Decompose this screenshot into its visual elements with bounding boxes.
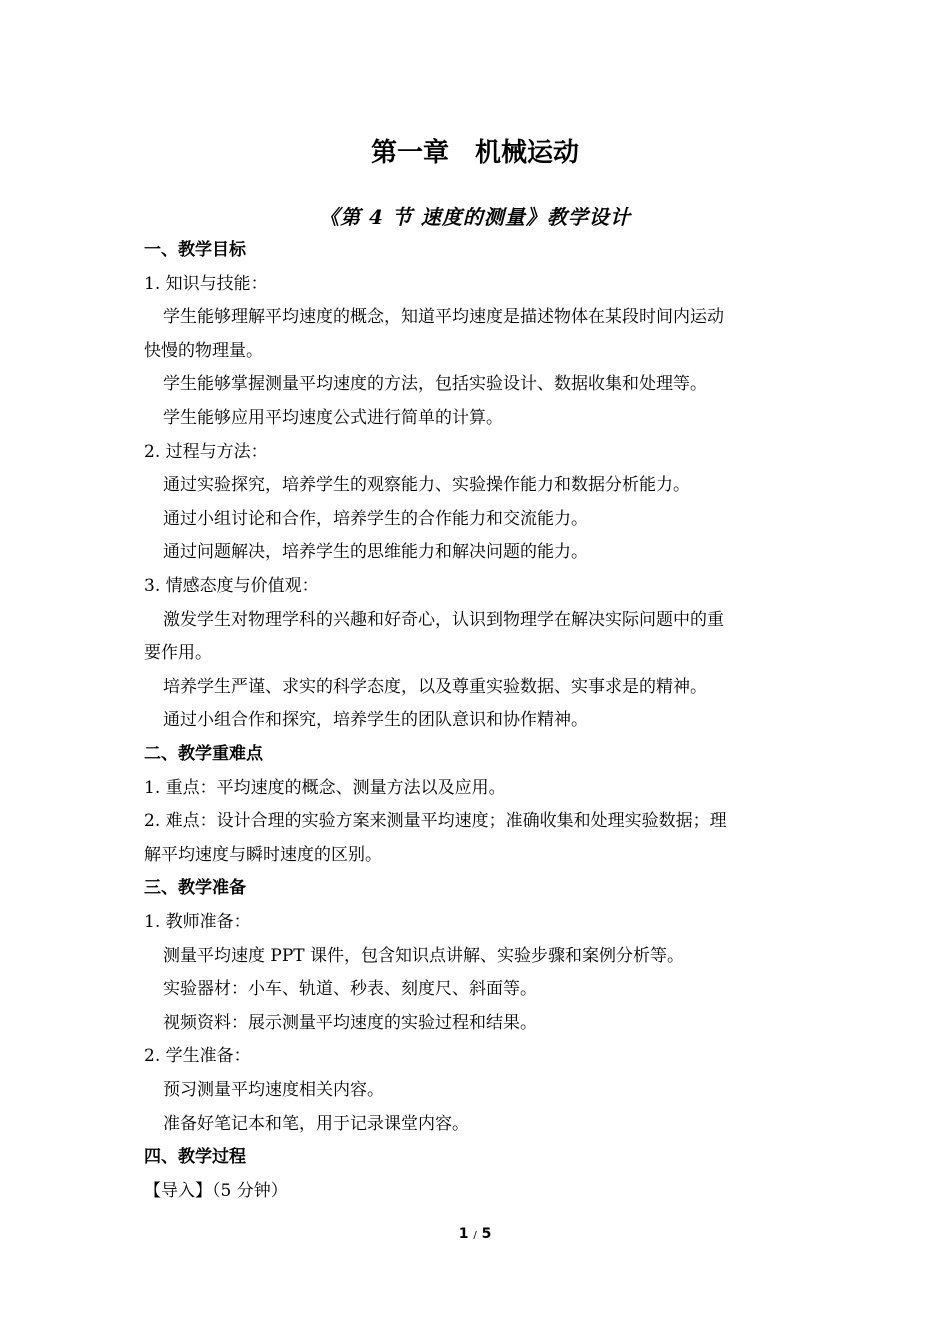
- lesson-title: 《第 4 节 速度的测量》教学设计: [319, 205, 631, 229]
- body-line: 学生能够应用平均速度公式进行简单的计算。: [163, 408, 503, 428]
- body-line: 培养学生严谨、求实的科学态度，以及尊重实验数据、实事求是的精神。: [163, 677, 707, 697]
- body-line: 2. 难点：设计合理的实验方案来测量平均速度；准确收集和处理实验数据；理: [144, 811, 727, 831]
- body-line: 通过小组讨论和合作，培养学生的合作能力和交流能力。: [163, 509, 588, 529]
- body-line: 视频资料：展示测量平均速度的实验过程和结果。: [163, 1013, 537, 1033]
- body-line: 通过小组合作和探究，培养学生的团队意识和协作精神。: [163, 710, 588, 730]
- body-line: 激发学生对物理学科的兴趣和好奇心，认识到物理学在解决实际问题中的重: [163, 610, 724, 630]
- body-line: 要作用。: [144, 643, 212, 663]
- body-line: 1. 知识与技能：: [144, 274, 268, 294]
- body-line: 预习测量平均速度相关内容。: [163, 1080, 384, 1100]
- body-line: 学生能够理解平均速度的概念，知道平均速度是描述物体在某段时间内运动: [163, 307, 724, 327]
- body-line: 准备好笔记本和笔，用于记录课堂内容。: [163, 1114, 469, 1134]
- body-line: 1. 重点：平均速度的概念、测量方法以及应用。: [144, 778, 506, 798]
- body-line: 【导入】（5 分钟）: [144, 1181, 288, 1201]
- page-current: 1: [458, 1226, 469, 1242]
- section-heading: 二、教学重难点: [144, 744, 263, 764]
- section-heading: 三、教学准备: [144, 878, 246, 898]
- section-heading: 四、教学过程: [144, 1147, 246, 1167]
- chapter-title: 第一章 机械运动: [370, 138, 579, 168]
- body-line: 学生能够掌握测量平均速度的方法，包括实验设计、数据收集和处理等。: [163, 374, 707, 394]
- section-heading: 一、教学目标: [144, 240, 246, 260]
- body-line: 快慢的物理量。: [144, 341, 263, 361]
- body-line: 解平均速度与瞬时速度的区别。: [144, 845, 382, 865]
- body-line: 实验器材：小车、轨道、秒表、刻度尺、斜面等。: [163, 979, 537, 999]
- body-line: 1. 教师准备：: [144, 912, 251, 932]
- body-line: 2. 学生准备：: [144, 1046, 251, 1066]
- body-line: 3. 情感态度与价值观：: [144, 576, 319, 596]
- body-line: 测量平均速度 PPT 课件，包含知识点讲解、实验步骤和案例分析等。: [163, 946, 685, 966]
- body-line: 通过实验探究，培养学生的观察能力、实验操作能力和数据分析能力。: [163, 475, 690, 495]
- page-number: [0, 1226, 950, 1242]
- body-line: 2. 过程与方法：: [144, 442, 268, 462]
- body-line: 通过问题解决，培养学生的思维能力和解决问题的能力。: [163, 542, 588, 562]
- page-total: 5: [481, 1226, 492, 1242]
- page-separator: /: [473, 1230, 477, 1241]
